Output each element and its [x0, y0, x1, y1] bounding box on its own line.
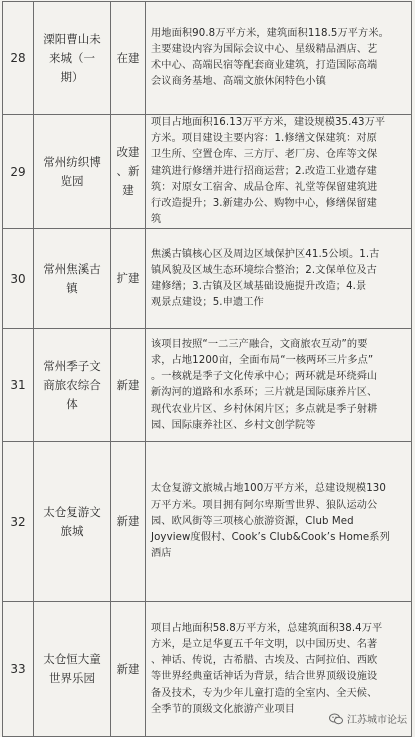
project-description-cell [146, 2, 412, 115]
project-name-cell [34, 602, 111, 737]
watermark-text: 江苏城市论坛 [347, 715, 407, 726]
description-line: 。一核就是季子文化传承中心；两环就是环绕舜山 [151, 371, 378, 383]
description-line: 等世界经典童话神话为背景，结合世界顶级设施设 [151, 671, 378, 683]
project-name-line: 览园 [60, 173, 84, 188]
project-name-line: 镇 [66, 280, 78, 295]
construction-status-line: 新建 [116, 377, 140, 392]
construction-status-cell [111, 442, 146, 602]
table-row [3, 229, 412, 329]
project-name-cell [34, 2, 111, 115]
project-name-line: 太仓恒大童 [43, 652, 101, 667]
construction-status-cell [111, 329, 146, 442]
description-line: 术中心、高端民宿等配套商业建筑，打造国际高端 [151, 60, 378, 71]
project-name-line: 商旅农综合 [43, 377, 101, 392]
row-number: 28 [3, 2, 34, 115]
description-line: 项目占地面积58.8万平方米，总建筑面积38.4万平 [151, 622, 383, 634]
project-name-cell [34, 329, 111, 442]
description-line: 会议商务基地、高端文旅休闲特色小镇 [151, 76, 326, 88]
description-line: 园、国际康养社区、乡村文创学院等 [151, 419, 316, 431]
project-name-line: 旅城 [60, 523, 84, 538]
construction-status-cell [111, 602, 146, 737]
row-number: 32 [3, 442, 34, 602]
project-name-line: 体 [66, 396, 78, 411]
table-row [3, 115, 412, 229]
project-name-cell [34, 229, 111, 329]
description-line: 求，占地1200亩，全面布局“一核两环三片多点” [151, 355, 374, 367]
description-line: 全季节的顶级文化旅游产业项目 [151, 703, 296, 715]
construction-status-line: 新建 [116, 514, 140, 529]
construction-status-cell [111, 115, 146, 229]
wechat-icon [329, 713, 343, 725]
description-line: 现代农业片区、乡村休闲片区；多点就是季子射耕 [151, 403, 378, 415]
description-line: 项目占地面积16.13万平方米，建设规模35.43万平 [151, 117, 386, 128]
table-row [3, 329, 412, 442]
description-line: 行改造提升；3.新建办公、购物中心，修缮保留建 [151, 198, 377, 210]
description-line: 方米，是立足华夏五千年文明，以中国历史、名著 [151, 639, 378, 651]
row-number: 30 [3, 229, 34, 329]
construction-status-line: 新建 [116, 661, 140, 676]
construction-status-line: 在建 [116, 50, 140, 65]
table-row [3, 2, 412, 115]
description-line: 镇风貌及区域生态环境综合整治；2.文保单位及古 [151, 264, 377, 276]
row-number: 29 [3, 115, 34, 229]
project-name-line: 溧阳曹山未 [43, 31, 101, 46]
project-description-cell [146, 115, 412, 229]
description-line: 新沟河的道路和水系环；三片就是国际康养片区、 [151, 387, 378, 399]
row-number: 31 [3, 329, 34, 442]
table-row [3, 442, 412, 602]
description-line: 建筑进行修缮并进行招商运营；2.改造工业遗存建 [151, 165, 377, 177]
project-name-line: 世界乐园 [49, 671, 95, 686]
project-name-line: 来城（一 [49, 50, 95, 65]
description-line: 用地面积90.8万平方米，建筑面积118.5万平方米。 [151, 27, 389, 39]
construction-status-line: 建 [122, 183, 134, 198]
construction-status-line: 扩建 [116, 271, 140, 286]
project-name-line: 常州季子文 [43, 358, 101, 373]
watermark [329, 711, 407, 726]
description-line: 园、欧风街等三项核心旅游资源，Club Med [151, 515, 354, 527]
description-line: 备及技术，专为少年儿童打造的全室内、全天候、 [151, 687, 378, 699]
project-description-cell [146, 329, 412, 442]
description-line: 建修缮；3.古镇及区域基础设施提升改造；4.景 [151, 280, 367, 292]
description-line: 卫生所、空置仓库、三方厅、老厂房、仓库等文保 [151, 149, 378, 161]
description-line: 筑 [151, 214, 162, 226]
project-name-line: 常州纺织博 [43, 154, 101, 169]
description-line: 酒店 [151, 548, 172, 560]
row-number: 33 [3, 602, 34, 737]
description-line: Joyview度假村、Cook’s Club&Cook’s Home系列 [151, 532, 390, 544]
description-line: 、神话、传说，古希腊、古埃及、古阿拉伯、西欧 [151, 655, 378, 667]
construction-status-cell [111, 2, 146, 115]
projects-table [2, 1, 412, 737]
construction-status-cell [111, 229, 146, 329]
description-line: 该项目按照“一二三产融合，文商旅农互动”的要 [151, 338, 368, 350]
project-name-line: 常州焦溪古 [43, 261, 101, 276]
project-name-line: 太仓复游文 [43, 504, 101, 519]
project-name-cell [34, 115, 111, 229]
description-line: 主要建设内容为国际会议中心、星级精品酒店、艺 [151, 43, 378, 55]
project-description-cell [146, 229, 412, 329]
description-line: 方米。项目建设主要内容：1.修缮文保建筑：对原 [151, 133, 377, 145]
construction-status-line: 改建 [116, 145, 140, 160]
project-name-cell [34, 442, 111, 602]
description-line: 筑：对原女工宿舍、成品仓库、礼堂等保留建筑进 [151, 181, 378, 193]
description-line: 万平方米。项目拥有阿尔卑斯雪世界、狼队运动公 [151, 499, 378, 511]
description-line: 观景点建设；5.申遗工作 [151, 297, 264, 309]
project-description-cell [146, 442, 412, 602]
construction-status-line: 、新 [116, 164, 140, 179]
project-name-line: 期） [60, 69, 84, 84]
description-line: 太仓复游文旅城占地100万平方米，总建设规模130 [151, 483, 386, 495]
description-line: 焦溪古镇核心区及周边区域保护区41.5公顷。1.古 [151, 248, 380, 260]
